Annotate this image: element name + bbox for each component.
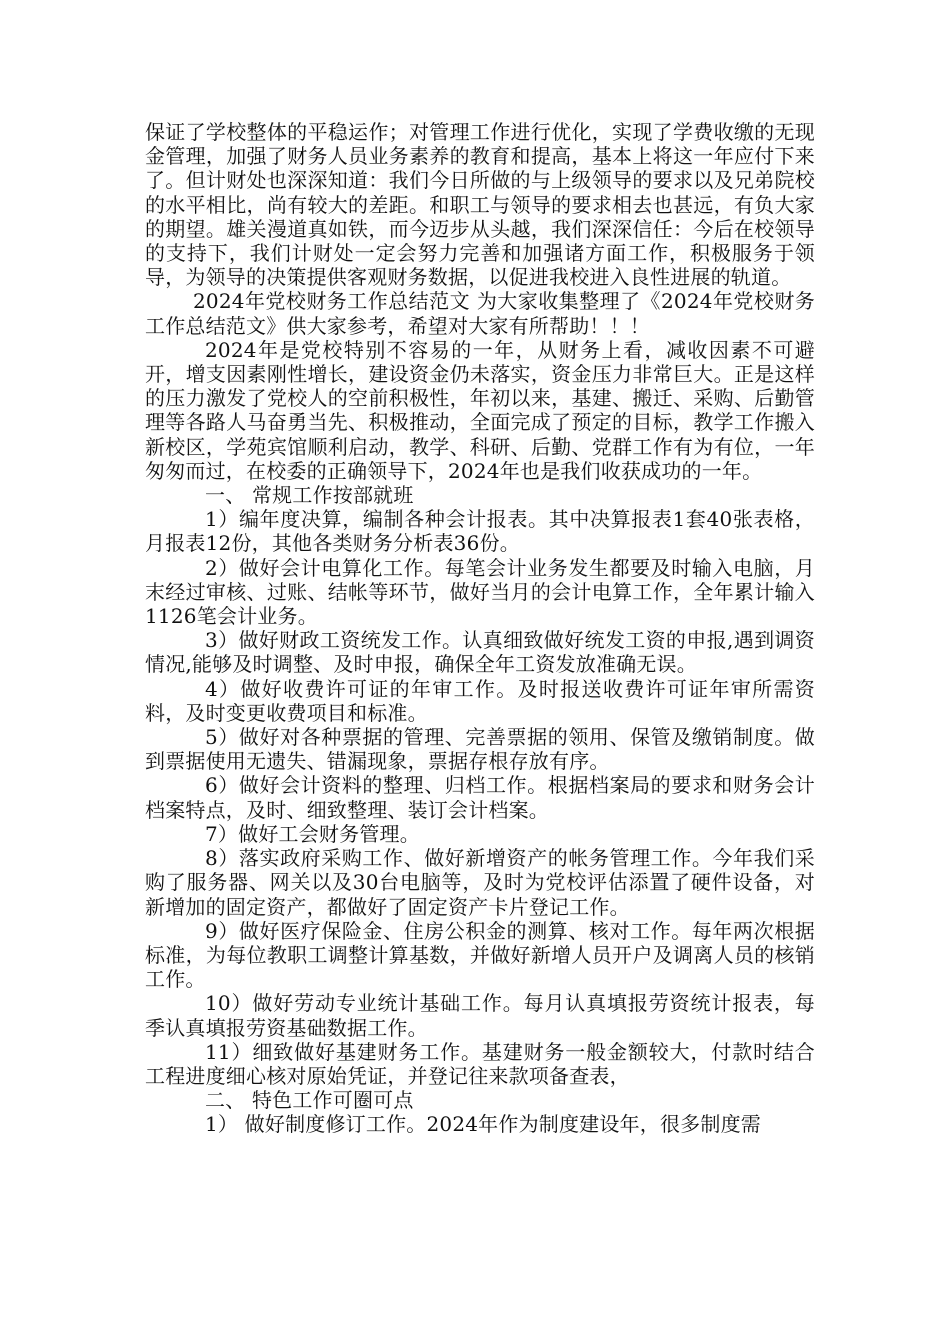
list-item-10: 10）做好劳动专业统计基础工作。每月认真填报劳资统计报表，每季认真填报劳资基础数据工作。 xyxy=(145,991,815,1040)
list-item-8: 8）落实政府采购工作、做好新增资产的帐务管理工作。今年我们采购了服务器、网关以及30台电脑等，及时为党校评估添置了硬件设备，对新增加的固定资产，都做好了固定资产卡片登记工作。 xyxy=(145,846,815,919)
list-item-7: 7）做好工会财务管理。 xyxy=(205,821,420,846)
list-item-2: 2）做好会计电算化工作。每笔会计业务发生都要及时输入电脑，月末经过审核、过账、结帐等环节，做好当月的会计电算工作，全年累计输入1126笔会计业务。 xyxy=(145,555,815,629)
list-item-9: 9）做好医疗保险金、住房公积金的测算、核对工作。每年两次根据标准，为每位教职工调整计算基数，并做好新增人员开户及调离人员的核销工作。 xyxy=(145,918,815,992)
list-item-4: 4）做好收费许可证的年审工作。及时报送收费许可证年审所需资料，及时变更收费项目和标准。 xyxy=(145,676,815,725)
paragraph-intro: 2024年是党校特别不容易的一年，从财务上看，减收因素不可避开，增支因素刚性增长，建设资金仍未落实，资金压力非常巨大。正是这样的压力激发了党校人的空前积极性，年初以来，基建、搬迁、采购、后勤管理等各路人马奋勇当先、积极推动，全面完成了预定的目标，教学工作搬入新校区，学苑宾馆顺利启动，教学、科研、后勤、党群工作有为有位，一年匆匆而过，在校委的正确领导下，2024年也是我们收获成功的一年。 xyxy=(145,337,815,483)
paragraph-article-title: 2024年党校财务工作总结范文 为大家收集整理了《2024年党校财务工作总结范文》供大家参考，希望对大家有所帮助！！！ xyxy=(145,289,815,338)
list-item-5: 5）做好对各种票据的管理、完善票据的领用、保管及缴销制度。做到票据使用无遗失、错漏现象，票据存根存放有序。 xyxy=(145,725,815,774)
section-heading-routine-work: 一、 常规工作按部就班 xyxy=(205,483,414,508)
list-item-11: 11）细致做好基建财务工作。基建财务一般金额较大，付款时结合工程进度细心核对原始凭证，并登记往来款项备查表， xyxy=(145,1039,815,1088)
section-heading-special-work: 二、 特色工作可圈可点 xyxy=(205,1088,414,1113)
list-item-3: 3）做好财政工资统发工作。认真细致做好统发工资的申报,遇到调资情况,能够及时调整、及时申报，确保全年工资发放准确无误。 xyxy=(145,628,815,677)
document-body xyxy=(145,120,815,1137)
paragraph-summary-end: 保证了学校整体的平稳运作；对管理工作进行优化，实现了学费收缴的无现金管理，加强了财务人员业务素养的教育和提高，基本上将这一年应付下来了。但计财处也深深知道：我们今日所做的与上级领导的要求以及兄弟院校的水平相比，尚有较大的差距。和职工与领导的要求相去也甚远，有负大家的期望。雄关漫道真如铁，而今迈步从头越，我们深深信任：今后在校领导的支持下，我们计财处一定会努力完善和加强诸方面工作，积极服务于领导，为领导的决策提供客观财务数据，以促进我校进入良性进展的轨道。 xyxy=(145,120,815,290)
special-item-1: 1） 做好制度修订工作。2024年作为制度建设年，很多制度需 xyxy=(205,1112,761,1137)
list-item-1: 1）编年度决算，编制各种会计报表。其中决算报表1套40张表格，月报表12份，其他各类财务分析表36份。 xyxy=(145,507,815,556)
list-item-6: 6）做好会计资料的整理、归档工作。根据档案局的要求和财务会计档案特点，及时、细致整理、装订会计档案。 xyxy=(145,773,815,822)
